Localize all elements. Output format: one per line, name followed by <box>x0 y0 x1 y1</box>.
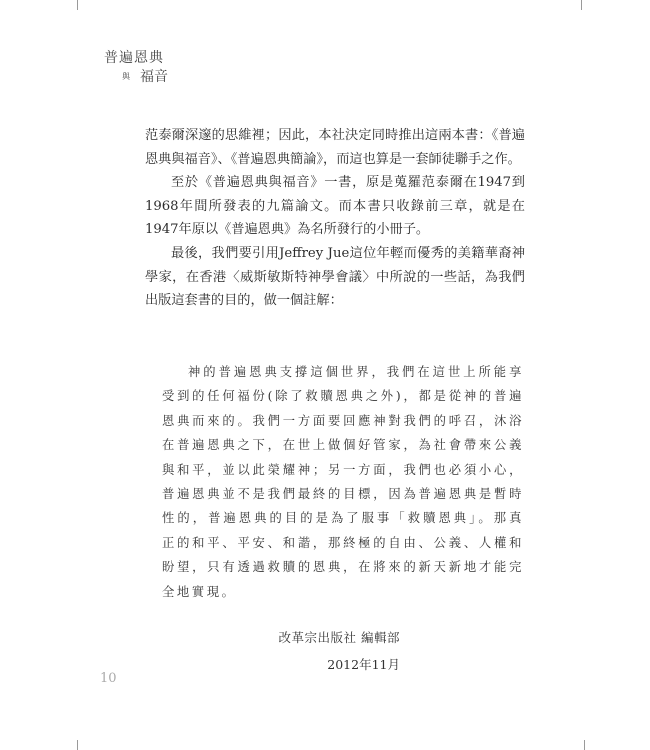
paragraph-2: 至於《普遍恩典與福音》一書，原是蒐羅范泰爾在1947到1968年間所發表的九篇論文。而本書只收錄前三章，就是在1947年原以《普遍恩典》為名所發行的小冊子。 <box>145 175 525 238</box>
header-title-line1: 普遍恩典 <box>104 50 164 66</box>
paragraph-3: 最後，我們要引用Jeffrey Jue這位年輕而優秀的美籍華裔神學家，在香港〈威斯敏斯特神學會議〉中所說的一些話，為我們出版這套書的目的，做一個註解： <box>145 245 525 309</box>
paragraph-1: 范泰爾深邃的思維裡；因此，本社決定同時推出這兩本書：《普遍恩典與福音》、《普遍恩典簡論》，而這也算是一套師徒聯手之作。 <box>145 128 525 167</box>
body-text <box>145 124 525 313</box>
signature-organization: 改革宗出版社 編輯部 <box>278 630 400 645</box>
header-conjunction: 與 <box>122 72 130 81</box>
crop-mark-bottom-right <box>584 740 585 750</box>
running-header <box>104 47 168 86</box>
crop-mark-top-left <box>77 0 78 10</box>
header-title-second: 福音 <box>140 69 168 85</box>
quote-text: 神的普遍恩典支撐這個世界，我們在這世上所能享受到的任何福份(除了救贖恩典之外)，都是從神的普遍恩典而來的。我們一方面要回應神對我們的呼召，沐浴在普遍恩典之下，在世上做個好管家，為社會帶來公義與和平，並以此榮耀神；另一方面，我們也必須小心，普遍恩典並不是我們最終的目標，因為普遍恩典是暫時性的，普遍恩典的目的是為了服事「救贖恩典」。那真正的和平、平安、和諧，那終極的自由、公義、人權和盼望，只有透過救贖的恩典，在將來的新天新地才能完全地實現。 <box>162 365 524 599</box>
header-title-line2 <box>104 66 168 86</box>
crop-mark-top-right <box>581 0 582 10</box>
block-quote <box>162 360 524 604</box>
crop-mark-bottom-left <box>77 740 78 750</box>
page-number: 10 <box>100 671 117 686</box>
signature-date: 2012年11月 <box>327 657 400 672</box>
